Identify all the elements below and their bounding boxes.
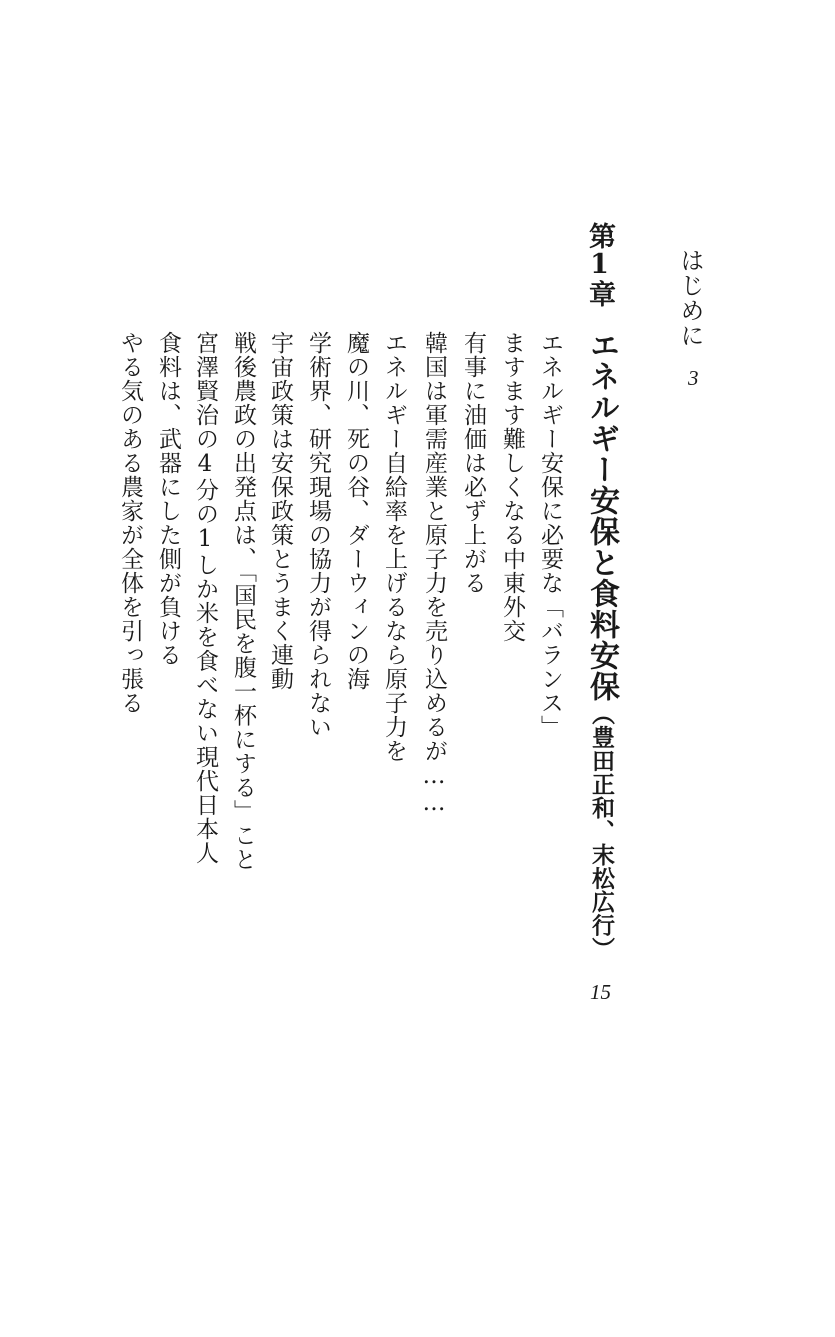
section-entry: エネルギー安保に必要な「バランス」 bbox=[537, 331, 563, 739]
section-entry: やる気のある農家が全体を引っ張る bbox=[117, 331, 143, 715]
section-entry: 韓国は軍需産業と原子力を売り込めるが…… bbox=[421, 331, 447, 817]
chapter-label: 第1章 bbox=[584, 222, 615, 307]
chapter-page-number: 15 bbox=[590, 980, 611, 1004]
intro-title: はじめに bbox=[676, 248, 704, 348]
chapter-authors: （豊田正和、末松広行） bbox=[588, 702, 615, 961]
section-entry: 有事に油価は必ず上がる bbox=[460, 331, 486, 595]
section-entry: 魔の川、死の谷、ダーウィンの海 bbox=[343, 331, 369, 691]
section-entry: 食料は、武器にした側が負ける bbox=[155, 331, 181, 667]
section-entry: エネルギー自給率を上げるなら原子力を bbox=[381, 331, 407, 763]
section-entry: 宮澤賢治の4分の1しか米を食べない現代日本人 bbox=[192, 331, 218, 865]
section-entry: ますます難しくなる中東外交 bbox=[499, 331, 525, 643]
section-entry: 学術界、研究現場の協力が得られない bbox=[305, 331, 331, 739]
chapter-heading bbox=[584, 330, 619, 961]
section-entry: 宇宙政策は安保政策とうまく連動 bbox=[267, 331, 293, 691]
intro-page-number: 3 bbox=[688, 366, 699, 390]
chapter-title: エネルギー安保と食料安保 bbox=[584, 330, 619, 702]
section-entry: 戦後農政の出発点は、「国民を腹一杯にする」こと bbox=[230, 331, 256, 872]
